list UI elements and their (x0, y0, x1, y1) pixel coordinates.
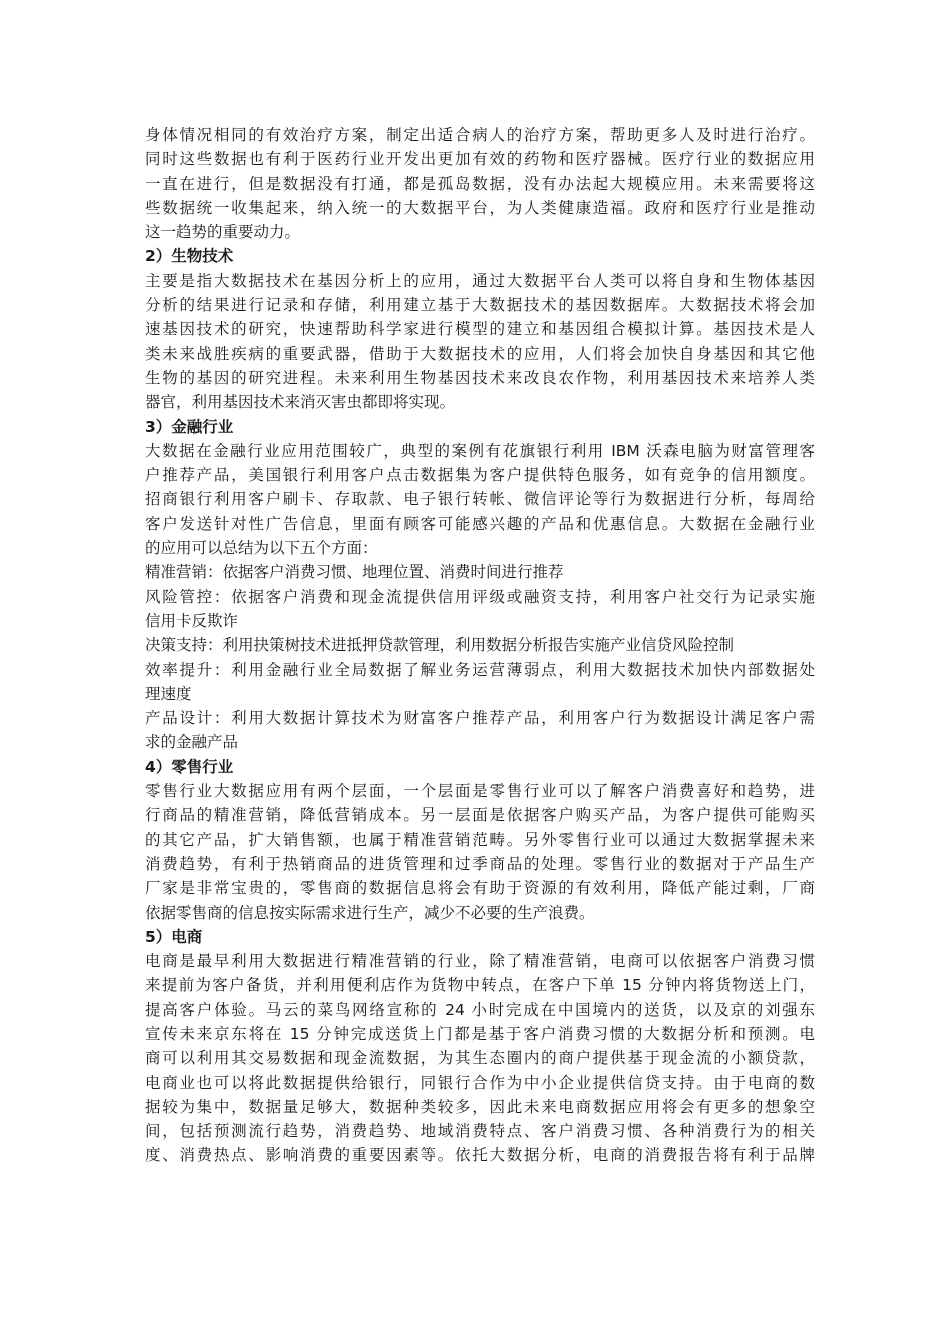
text-line: 招商银行利用客户刷卡、存取款、电子银行转帐、微信评论等行为数据进行分析，每周给 (145, 490, 815, 509)
section-heading: 4）零售行业 (145, 757, 234, 776)
text-line: 的应用可以总结为以下五个方面： (145, 539, 378, 558)
text-line: 间，包括预测流行趋势，消费趋势、地域消费特点、客户消费习惯、各种消费行为的相关 (145, 1122, 815, 1141)
text-line: 决策支持：利用抉策树技术进抵押贷款管理，利用数据分析报告实施产业信贷风险控制 (145, 636, 735, 655)
text-line: 零售行业大数据应用有两个层面，一个层面是零售行业可以了解客户消费喜好和趋势，进 (145, 782, 815, 801)
text-line: 电商是最早利用大数据进行精准营销的行业，除了精准营销，电商可以依据客户消费习惯 (145, 952, 815, 971)
text-line: 的其它产品，扩大销售额，也属于精准营销范畴。另外零售行业可以通过大数据掌握未来 (145, 830, 815, 849)
text-line: 些数据统一收集起来，纳入统一的大数据平台，为人类健康造福。政府和医疗行业是推动 (145, 198, 815, 217)
text-line: 依据零售商的信息按实际需求进行生产，减少不必要的生产浪费。 (145, 903, 595, 922)
text-line: 据较为集中，数据量足够大，数据种类较多，因此未来电商数据应用将会有更多的想象空 (145, 1097, 815, 1116)
text-line: 信用卡反欺诈 (145, 611, 239, 630)
text-line: 宣传未来京东将在 15 分钟完成送货上门都是基于客户消费习惯的大数据分析和预测。电 (145, 1024, 815, 1043)
document-page (145, 123, 815, 1168)
text-line: 风险管控：依据客户消费和现金流提供信用评级或融资支持，利用客户社交行为记录实施 (145, 587, 815, 606)
section-heading: 2）生物技术 (145, 247, 234, 266)
text-line: 客户发送针对性广告信息，里面有顾客可能感兴趣的产品和优惠信息。大数据在金融行业 (145, 514, 815, 533)
text-line: 电商业也可以将此数据提供给银行，同银行合作为中小企业提供信贷支持。由于电商的数 (145, 1073, 815, 1092)
text-line: 分析的结果进行记录和存储，利用建立基于大数据技术的基因数据库。大数据技术将会加 (145, 296, 815, 315)
text-line: 商可以利用其交易数据和现金流数据，为其生态圈内的商户提供基于现金流的小额贷款， (145, 1049, 815, 1068)
text-line: 求的金融产品 (145, 733, 239, 752)
text-line: 大数据在金融行业应用范围较广，典型的案例有花旗银行利用 IBM 沃森电脑为财富管理客 (145, 441, 815, 460)
text-line: 一直在进行，但是数据没有打通，都是孤岛数据，没有办法起大规模应用。未来需要将这 (145, 174, 815, 193)
text-line: 器官，利用基因技术来消灭害虫都即将实现。 (145, 393, 456, 412)
text-line: 提高客户体验。马云的菜鸟网络宣称的 24 小时完成在中国境内的送货，以及京的刘强东 (145, 1000, 815, 1019)
text-line: 这一趋势的重要动力。 (145, 223, 301, 242)
section-heading: 5）电商 (145, 927, 203, 946)
text-line: 行商品的精准营销，降低营销成本。另一层面是依据客户购买产品，为客户提供可能购买 (145, 806, 815, 825)
text-line: 来提前为客户备货，并利用便利店作为货物中转点，在客户下单 15 分钟内将货物送上门， (145, 976, 815, 995)
text-line: 同时这些数据也有利于医药行业开发出更加有效的药物和医疗器械。医疗行业的数据应用 (145, 150, 815, 169)
text-line: 消费趋势，有利于热销商品的进货管理和过季商品的处理。零售行业的数据对于产品生产 (145, 854, 815, 873)
text-line: 理速度 (145, 684, 192, 703)
text-line: 类未来战胜疾病的重要武器，借助于大数据技术的应用，人们将会加快自身基因和其它他 (145, 344, 815, 363)
text-line: 厂家是非常宝贵的，零售商的数据信息将会有助于资源的有效利用，降低产能过剩，厂商 (145, 879, 815, 898)
section-heading: 3）金融行业 (145, 417, 234, 436)
text-line: 速基因技术的研究，快速帮助科学家进行模型的建立和基因组合模拟计算。基因技术是人 (145, 320, 815, 339)
text-line: 生物的基因的研究进程。未来利用生物基因技术来改良农作物，利用基因技术来培养人类 (145, 368, 815, 387)
text-line: 主要是指大数据技术在基因分析上的应用，通过大数据平台人类可以将自身和生物体基因 (145, 271, 815, 290)
text-line: 产品设计：利用大数据计算技术为财富客户推荐产品，利用客户行为数据设计满足客户需 (145, 709, 815, 728)
text-line: 度、消费热点、影响消费的重要因素等。依托大数据分析，电商的消费报告将有利于品牌 (145, 1146, 815, 1165)
text-line: 户推荐产品，美国银行利用客户点击数据集为客户提供特色服务，如有竞争的信用额度。 (145, 466, 815, 485)
text-line: 精准营销：依据客户消费习惯、地理位置、消费时间进行推荐 (145, 563, 564, 582)
text-line: 身体情况相同的有效治疗方案，制定出适合病人的治疗方案，帮助更多人及时进行治疗。 (145, 126, 815, 144)
text-line: 效率提升：利用金融行业全局数据了解业务运营薄弱点，利用大数据技术加快内部数据处 (145, 660, 815, 679)
